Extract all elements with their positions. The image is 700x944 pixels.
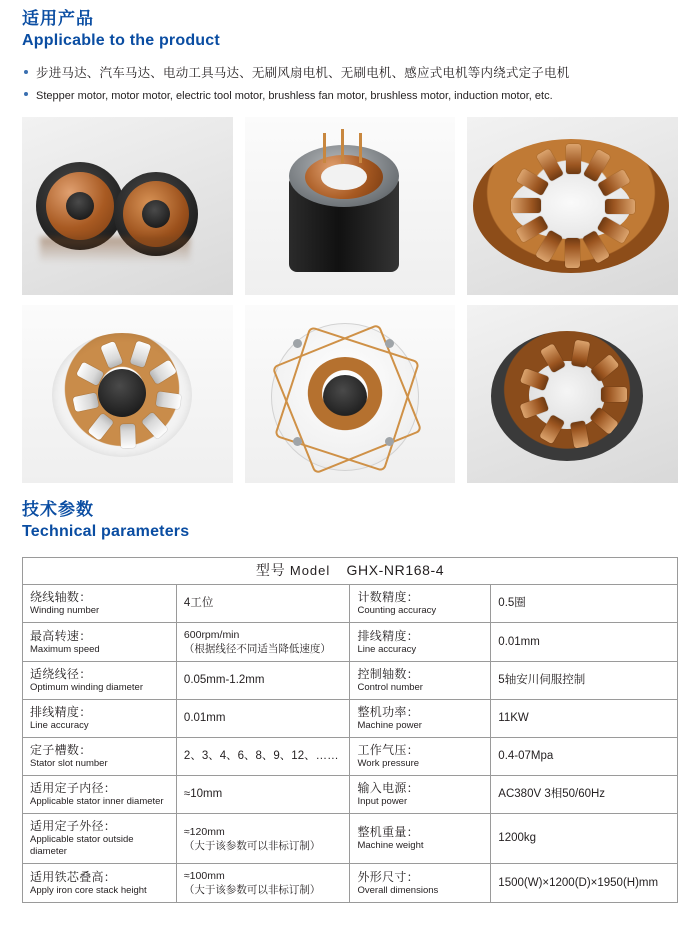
- gallery-image-white-stator-with-coils: [22, 305, 233, 483]
- spec-label-cn: 输入电源：: [357, 781, 419, 795]
- applicable-title-en: Applicable to the product: [22, 32, 220, 49]
- spec-value: 0.05mm-1.2mm: [183, 674, 265, 686]
- spec-label-cn: 排线精度：: [30, 705, 92, 719]
- spec-label-cn: 外形尺寸：: [357, 869, 419, 884]
- spec-value: （大于该参数可以非标订制）: [183, 884, 321, 896]
- spec-value-cell: [176, 700, 350, 738]
- spec-label-cell: [350, 700, 491, 738]
- table-row: [23, 700, 678, 738]
- spec-label-cell: [350, 814, 491, 864]
- twin-stator-coils-illustration: [22, 117, 233, 295]
- spec-value: 600rpm/min: [183, 629, 240, 641]
- spec-value: （根据线径不同适当降低速度）: [183, 643, 331, 655]
- spec-value: 0.01mm: [183, 712, 226, 724]
- spec-label-en: Input power: [357, 796, 408, 807]
- spec-value-cell: [491, 700, 678, 738]
- spec-label-cell: [23, 662, 177, 700]
- spec-value: 0.4-07Mpa: [498, 750, 554, 762]
- table-row-model: [23, 558, 678, 585]
- spec-value-cell: [491, 662, 678, 700]
- spec-label-cell: [23, 738, 177, 776]
- spec-label-cell: [350, 623, 491, 662]
- spec-label-en: Optimum winding diameter: [30, 682, 143, 693]
- gallery-image-twin-stator-coils: [22, 117, 233, 295]
- gallery-image-black-housing-stator: [245, 117, 456, 295]
- gallery-image-stator-with-terminal-board: [245, 305, 456, 483]
- table-row: [23, 864, 678, 903]
- bullet-dot-icon: [24, 70, 28, 74]
- spec-label-cell: [350, 662, 491, 700]
- spec-label-cell: [23, 776, 177, 814]
- dark-ring-stator-illustration: [467, 305, 678, 483]
- applicable-bullet-list: [22, 64, 678, 105]
- spec-value: ≈120mm: [183, 825, 225, 838]
- gallery-image-dark-ring-stator: [467, 305, 678, 483]
- white-stator-with-coils-illustration: [22, 305, 233, 483]
- spec-value: （大于该参数可以非标订制）: [183, 839, 321, 852]
- spec-label-en: Line accuracy: [357, 643, 417, 655]
- black-housing-stator-illustration: [245, 117, 456, 295]
- table-row: [23, 814, 678, 864]
- spec-value: 0.5圈: [498, 597, 526, 609]
- technical-title-en: Technical parameters: [22, 523, 190, 540]
- spec-label-cn: 控制轴数：: [357, 667, 419, 681]
- spec-value: 1500(W)×1200(D)×1950(H)mm: [498, 876, 659, 889]
- spec-value: ≈100mm: [183, 870, 225, 882]
- spec-label-cn: 整机重量：: [357, 825, 419, 839]
- spec-label-en: Work pressure: [357, 758, 420, 769]
- spec-table: [22, 557, 678, 903]
- spec-label-cn: 定子槽数：: [30, 743, 92, 757]
- gallery-image-large-copper-wound-stator: [467, 117, 678, 295]
- spec-value-cell: [176, 776, 350, 814]
- spec-label-en: Machine power: [357, 720, 422, 731]
- spec-value-cell: [176, 623, 350, 662]
- spec-label-cn: 适用定子内径：: [30, 781, 117, 795]
- spec-label-cn: 排线精度：: [357, 628, 419, 643]
- bullet-text-cn: 步进马达、汽车马达、电动工具马达、无刷风扇电机、无刷电机、感应式电机等内绕式定子电机: [36, 66, 570, 80]
- spec-label-en: Stator slot number: [30, 758, 108, 769]
- spec-value-cell: [491, 776, 678, 814]
- spec-value-cell: [491, 623, 678, 662]
- spec-label-cn: 适绕线径：: [30, 667, 92, 681]
- spec-value-cell: [176, 738, 350, 776]
- table-row: [23, 623, 678, 662]
- spec-value: AC380V 3相50/60Hz: [498, 788, 606, 800]
- spec-label-cell: [23, 623, 177, 662]
- spec-label-en: Line accuracy: [30, 720, 89, 731]
- spec-label-cell: [23, 585, 177, 623]
- spec-label-en: Machine weight: [357, 840, 424, 851]
- model-cell: [23, 558, 678, 585]
- spec-value: 2、3、4、6、8、9、12、……: [183, 750, 339, 762]
- bullet-text-en: Stepper motor, motor motor, electric tool motor, brushless fan motor, brushless motor, induction motor, etc.: [36, 90, 553, 102]
- spec-label-cn: 最高转速：: [30, 628, 92, 643]
- spec-label-en: Maximum speed: [30, 643, 100, 655]
- model-value: GHX-NR168-4: [346, 562, 445, 578]
- spec-label-cn: 适用铁芯叠高：: [30, 869, 117, 884]
- spec-value-cell: [491, 864, 678, 903]
- spec-label-cn: 计数精度：: [357, 590, 419, 604]
- spec-label-en: Apply iron core stack height: [30, 884, 147, 896]
- model-label-en: Model: [289, 563, 331, 578]
- spec-label-en: Counting accuracy: [357, 605, 437, 616]
- stator-terminal-board-illustration: [245, 305, 456, 483]
- spec-value-cell: [176, 814, 350, 864]
- list-item: [22, 64, 678, 82]
- spec-value-cell: [491, 814, 678, 864]
- spec-label-cn: 绕线轴数：: [30, 590, 92, 604]
- model-label-cn: 型号: [255, 562, 286, 578]
- spec-table-wrapper: [22, 557, 678, 903]
- spec-label-en: Applicable stator outside diameter: [30, 834, 134, 857]
- spec-value-cell: [176, 585, 350, 623]
- bullet-dot-icon: [24, 92, 28, 96]
- spec-label-cn: 工作气压：: [357, 743, 419, 757]
- large-copper-wound-stator-illustration: [467, 117, 678, 295]
- spec-label-en: Applicable stator inner diameter: [30, 796, 164, 807]
- list-item: [22, 86, 678, 105]
- spec-value: ≈10mm: [183, 788, 223, 800]
- applicable-title-cn: 适用产品: [22, 9, 94, 28]
- spec-value-cell: [491, 585, 678, 623]
- spec-value: 1200kg: [498, 832, 537, 844]
- spec-value: 5轴安川伺服控制: [498, 674, 586, 686]
- spec-value-cell: [491, 738, 678, 776]
- spec-label-en: Control number: [357, 682, 423, 693]
- spec-label-en: Winding number: [30, 605, 100, 616]
- table-row: [23, 738, 678, 776]
- spec-value-cell: [176, 662, 350, 700]
- spec-label-cell: [350, 864, 491, 903]
- spec-label-cn: 适用定子外径：: [30, 819, 117, 833]
- spec-label-cell: [23, 864, 177, 903]
- spec-label-cell: [350, 738, 491, 776]
- spec-value: 4工位: [183, 597, 214, 609]
- table-row: [23, 585, 678, 623]
- spec-value-cell: [176, 864, 350, 903]
- spec-label-cell: [350, 776, 491, 814]
- spec-label-cell: [350, 585, 491, 623]
- spec-label-cell: [23, 700, 177, 738]
- spec-label-en: Overall dimensions: [357, 884, 439, 896]
- table-row: [23, 662, 678, 700]
- spec-label-cell: [23, 814, 177, 864]
- spec-value: 0.01mm: [498, 635, 540, 648]
- product-photo-gallery: [22, 117, 678, 483]
- technical-title-cn: 技术参数: [22, 500, 94, 519]
- spec-label-cn: 整机功率：: [357, 705, 419, 719]
- table-row: [23, 776, 678, 814]
- spec-value: 11KW: [498, 712, 529, 724]
